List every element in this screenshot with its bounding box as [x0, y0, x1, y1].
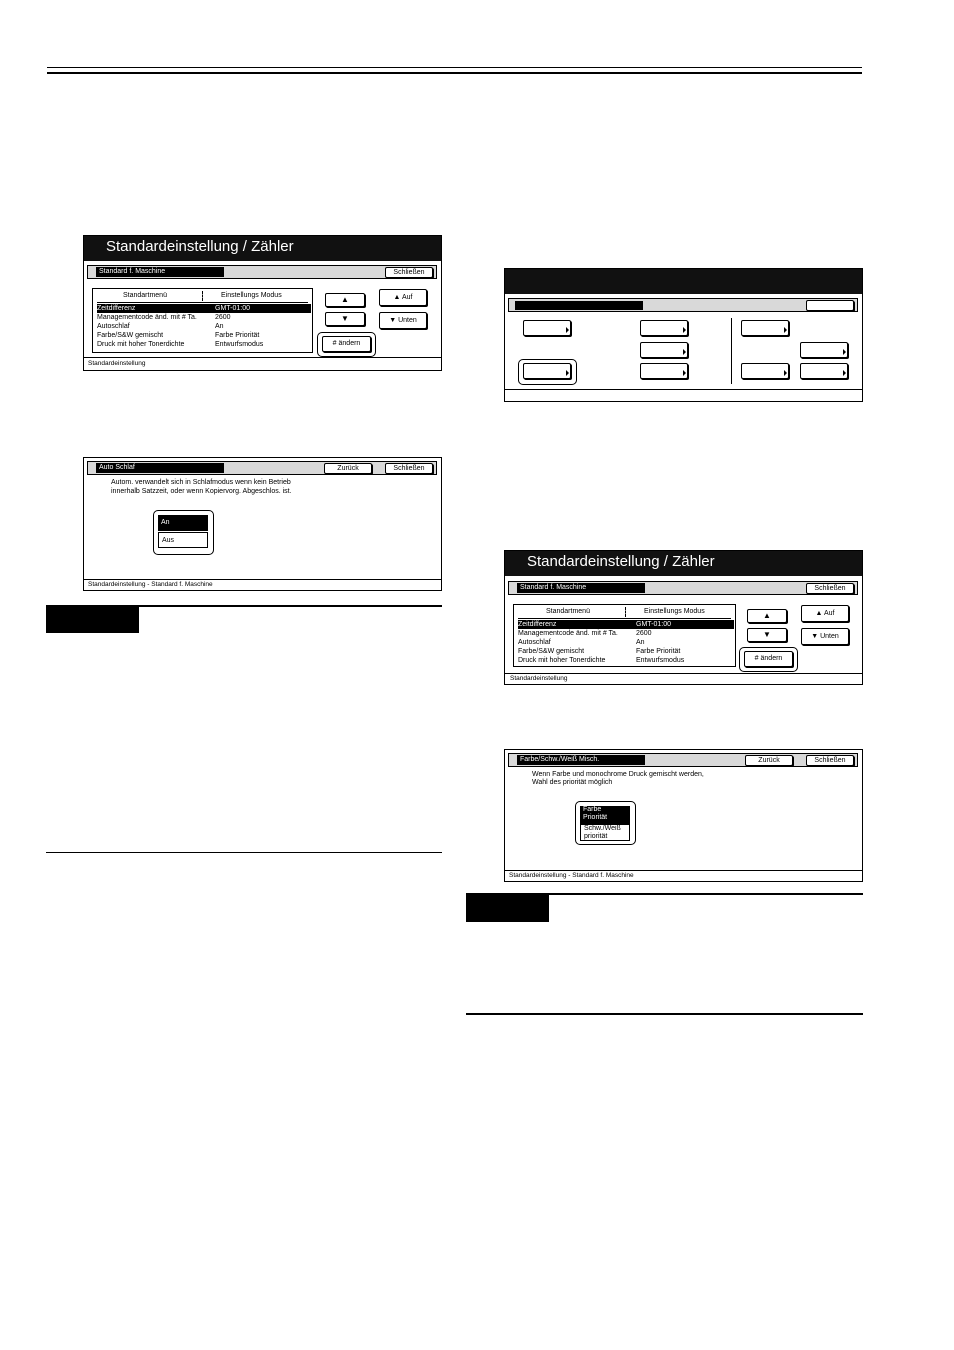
auto-sleep-screen [83, 457, 442, 591]
close-button[interactable]: Schließen [385, 463, 433, 474]
screen-footer: Standardeinstellung [88, 360, 146, 367]
screen-footer: Standardeinstellung [510, 675, 568, 682]
list-header-separator [625, 607, 627, 617]
row-name: Autoschlaf [518, 639, 551, 646]
settings-screen-2 [504, 550, 863, 685]
menu-button[interactable] [800, 342, 848, 358]
row-name: Druck mit hoher Tonerdichte [97, 341, 185, 348]
list-item[interactable] [97, 340, 311, 349]
note-rule-bottom [46, 852, 442, 853]
footer-divider [505, 870, 862, 871]
menu-button[interactable] [523, 320, 571, 336]
unten-button[interactable]: ▼ Unten [801, 628, 849, 645]
option-line: Farbe [583, 806, 602, 813]
row-name: Farbe/S&W gemischt [518, 648, 585, 655]
row-value: An [636, 639, 645, 646]
back-button[interactable]: Zurück [324, 463, 372, 474]
subheader-label: Farbe/Schw./Weiß Misch. [517, 755, 645, 765]
row-value: An [215, 323, 224, 330]
scroll-down-button[interactable]: ▼ [325, 312, 365, 326]
option-off[interactable]: Aus [158, 532, 208, 548]
color-mix-screen [504, 749, 863, 882]
screen-footer: Standardeinstellung - Standard f. Maschine [509, 872, 634, 879]
unten-button[interactable]: ▼ Unten [379, 312, 427, 329]
list-header-menu: Standartmenü [546, 608, 590, 615]
description-line-2: Wahl des priorität möglich [532, 779, 613, 786]
subheader-label [515, 301, 643, 310]
subheader-label: Standard f. Maschine [517, 583, 645, 593]
menu-button[interactable] [800, 363, 848, 379]
settings-list [513, 604, 736, 667]
list-item[interactable] [518, 647, 734, 656]
auf-button[interactable]: ▲ Auf [801, 605, 849, 622]
option-line: Schw./Weiß [584, 825, 621, 832]
header-rule-top [47, 67, 862, 68]
scroll-up-button[interactable]: ▲ [747, 609, 787, 623]
list-item[interactable] [97, 322, 311, 331]
row-name: Autoschlaf [97, 323, 130, 330]
list-item[interactable] [518, 620, 734, 629]
row-value: 2600 [215, 314, 231, 321]
description-line-1: Autom. verwandelt sich in Schlafmodus wenn kein Betrieb [111, 479, 291, 486]
change-number-button[interactable]: # ändern [322, 336, 371, 352]
row-value: Entwurfsmodus [636, 657, 685, 664]
note-tab [466, 893, 549, 922]
row-value: GMT-01:00 [215, 305, 251, 312]
change-number-button[interactable]: # ändern [744, 651, 793, 667]
subheader-bar [87, 461, 437, 475]
description-line-2: innerhalb Satzzeit, oder wenn Kopiervorg. Abgeschlos. ist. [111, 488, 292, 495]
list-item[interactable] [97, 313, 311, 322]
header-rule-bottom [47, 72, 862, 74]
settings-list [92, 288, 313, 353]
list-item[interactable] [518, 638, 734, 647]
row-name: Farbe/S&W gemischt [97, 332, 164, 339]
footer-divider [84, 357, 441, 358]
row-name: Zeitdifferenz [97, 305, 136, 312]
list-header-divider [97, 302, 308, 303]
option-bw-priority[interactable] [580, 824, 630, 841]
row-name: Druck mit hoher Tonerdichte [518, 657, 606, 664]
close-button[interactable] [806, 300, 854, 311]
list-header-divider [518, 618, 731, 619]
close-button[interactable]: Schließen [806, 583, 854, 594]
list-header-mode: Einstellungs Modus [221, 292, 282, 299]
list-item[interactable] [518, 656, 734, 665]
list-item[interactable] [97, 304, 311, 313]
row-value: GMT-01:00 [636, 621, 672, 628]
menu-button[interactable] [523, 363, 571, 379]
menu-button[interactable] [741, 363, 789, 379]
row-name: Managementcode änd. mit # Ta. [518, 630, 618, 637]
list-header-separator [202, 291, 204, 301]
subheader-bar [508, 581, 858, 595]
close-button[interactable]: Schließen [806, 755, 854, 766]
close-button[interactable]: Schließen [385, 267, 433, 278]
scroll-up-button[interactable]: ▲ [325, 293, 365, 307]
row-value: Entwurfsmodus [215, 341, 264, 348]
footer-divider [84, 579, 441, 580]
subheader-label: Standard f. Maschine [96, 267, 224, 277]
row-value: Farbe Priorität [215, 332, 260, 339]
subheader-label: Auto Schlaf [96, 463, 224, 473]
screen-title-bar [505, 269, 862, 294]
list-header-mode: Einstellungs Modus [644, 608, 705, 615]
column-divider [731, 318, 732, 384]
menu-screen [504, 268, 863, 402]
subheader-bar [87, 265, 437, 279]
menu-button[interactable] [640, 320, 688, 336]
description-line-1: Wenn Farbe und monochrome Druck gemischt werden, [532, 771, 704, 778]
back-button[interactable]: Zurück [745, 755, 793, 766]
option-color-priority[interactable] [580, 806, 630, 824]
row-name: Zeitdifferenz [518, 621, 557, 628]
row-value: Farbe Priorität [636, 648, 681, 655]
row-value: 2600 [636, 630, 652, 637]
screen-title: Standardeinstellung / Zähler [505, 551, 862, 576]
menu-button[interactable] [640, 342, 688, 358]
list-header-menu: Standartmenü [123, 292, 167, 299]
menu-button[interactable] [741, 320, 789, 336]
screen-footer: Standardeinstellung - Standard f. Maschine [88, 581, 213, 588]
row-name: Managementcode änd. mit # Ta. [97, 314, 197, 321]
list-item[interactable] [518, 629, 734, 638]
option-on[interactable]: An [158, 515, 208, 531]
note-tab [46, 605, 139, 633]
list-item[interactable] [97, 331, 311, 340]
subheader-bar [508, 753, 858, 767]
footer-divider [505, 389, 862, 390]
note-rule-bottom [466, 1013, 863, 1015]
subheader-bar [508, 298, 858, 312]
screen-title: Standardeinstellung / Zähler [84, 236, 441, 261]
menu-button[interactable] [640, 363, 688, 379]
option-line: priorität [584, 832, 608, 840]
auf-button[interactable]: ▲ Auf [379, 289, 427, 306]
scroll-down-button[interactable]: ▼ [747, 628, 787, 642]
option-line: Priorität [583, 814, 608, 821]
settings-screen-1 [83, 235, 442, 371]
footer-divider [505, 673, 862, 674]
